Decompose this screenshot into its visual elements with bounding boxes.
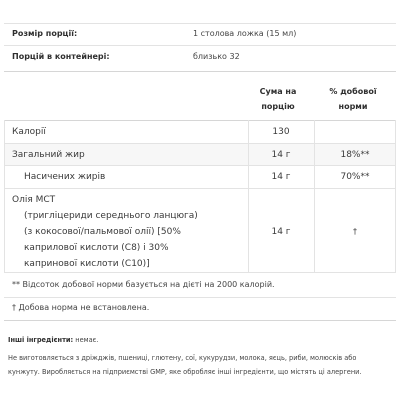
table-border xyxy=(395,120,396,273)
mct-oil-description: (з кокосової/пальмової олії) [50% xyxy=(24,227,181,237)
nutrient-amount: 130 xyxy=(272,127,290,137)
other-ingredients xyxy=(8,334,98,347)
nutrient-daily-value: 18%** xyxy=(340,150,370,160)
other-ingredients-label: Інші інгредієнти: xyxy=(8,336,74,344)
mct-oil-description: каприлової кислоти (С8) і 30% xyxy=(24,243,169,253)
column-separator xyxy=(248,120,249,273)
divider xyxy=(4,23,396,24)
column-separator xyxy=(314,120,315,273)
servings-per-container-label: Порцій в контейнері: xyxy=(12,52,110,61)
mct-oil-description: капринової кислоти (С10)] xyxy=(24,259,150,269)
nutrient-amount: 14 г xyxy=(271,150,291,160)
footnote-daily-value: ** Відсоток добової норми базується на дієті на 2000 калорій. xyxy=(12,280,275,289)
divider xyxy=(4,165,396,166)
serving-size-value: 1 столова ложка (15 мл) xyxy=(193,29,297,38)
mct-oil-name: Олія МСТ xyxy=(12,195,56,205)
divider xyxy=(4,188,396,189)
mct-oil-daily-value: † xyxy=(353,227,357,236)
nutrient-daily-value: 70%** xyxy=(340,172,370,182)
dv-header-line1: % добової xyxy=(329,87,377,96)
amount-per-serving-header xyxy=(248,84,308,114)
nutrient-name: Калорії xyxy=(12,127,46,137)
divider xyxy=(4,320,396,321)
amount-header-line1: Сума на xyxy=(259,87,297,96)
divider xyxy=(4,45,396,46)
allergen-statement-line2: кунжуту. Виробляється на підприємстві GMP, яке обробляє інші інгредієнти, що містять ці алергени. xyxy=(8,368,362,376)
footnote-not-established: † Добова норма не встановлена. xyxy=(12,303,150,312)
mct-oil-amount: 14 г xyxy=(271,227,291,237)
servings-per-container-value: близько 32 xyxy=(193,52,240,61)
divider xyxy=(4,143,396,144)
nutrient-name: Насичених жирів xyxy=(24,172,106,182)
dv-header-line2: норми xyxy=(338,102,368,111)
nutrient-amount: 14 г xyxy=(271,172,291,182)
nutrient-name: Загальний жир xyxy=(12,150,85,160)
serving-size-label: Розмір порції: xyxy=(12,29,78,38)
mct-oil-description: (тригліцериди середнього ланцюга) xyxy=(24,211,198,221)
divider xyxy=(4,120,396,121)
other-ingredients-value: немає. xyxy=(75,336,99,344)
divider xyxy=(4,71,396,72)
divider xyxy=(4,272,396,273)
divider xyxy=(4,297,396,298)
amount-header-line2: порцію xyxy=(261,102,295,111)
table-border xyxy=(4,120,5,273)
allergen-statement-line1: Не виготовляється з дріжджів, пшениці, глютену, сої, кукурудзи, молока, яєць, риби, молюсків або xyxy=(8,354,357,362)
daily-value-header xyxy=(318,84,388,114)
